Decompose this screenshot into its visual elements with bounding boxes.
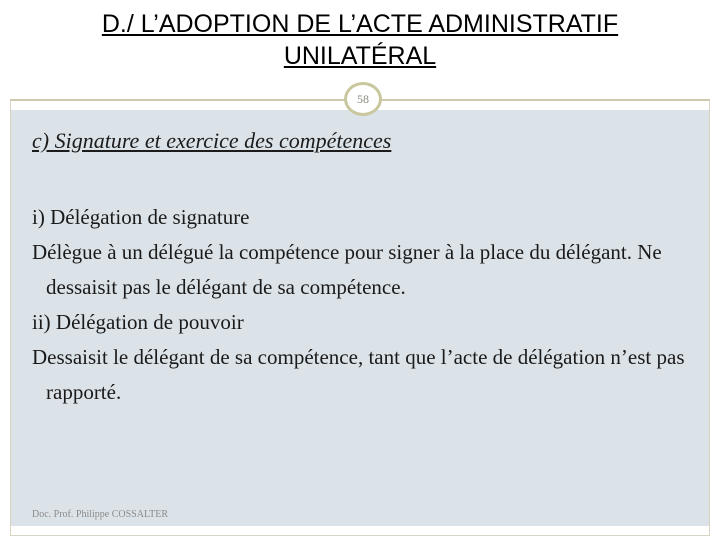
slide-title-line-2: UNILATÉRAL — [283, 42, 437, 70]
slide-title — [20, 8, 700, 72]
subheading-delegation-pouvoir: ii) Délégation de pouvoir — [32, 310, 244, 334]
page-number: 58 — [357, 91, 369, 106]
page-number-badge — [344, 82, 382, 116]
paragraph-delegation-signature: Délègue à un délégué la compétence pour signer à la place du délégant. Ne dessaisit pas le délégant de sa compétence. — [32, 240, 662, 299]
subheading-delegation-signature: i) Délégation de signature — [32, 205, 250, 229]
section-heading: c) Signature et exercice des compétences — [32, 128, 392, 153]
slide-title-line-1: D./ L’ADOPTION DE L’ACTE ADMINISTRATIF — [101, 10, 619, 38]
paragraph-delegation-pouvoir: Dessaisit le délégant de sa compétence, tant que l’acte de délégation n’est pas rapporté. — [32, 345, 685, 404]
body-text — [32, 200, 702, 410]
footer-author: Doc. Prof. Philippe COSSALTER — [32, 509, 169, 520]
